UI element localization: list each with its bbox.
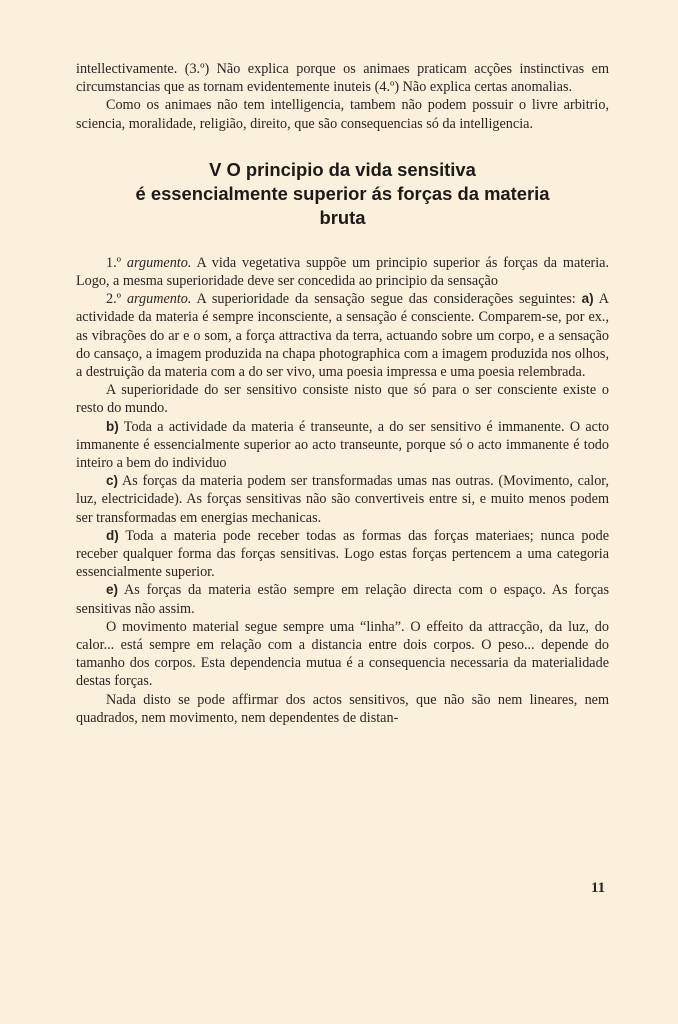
point-d-text: Toda a materia pode receber todas as formas das forças materiaes; nunca pode receber qualquer forma das forças sensitivas. Logo estas forças pertencem a uma categoria essencialmente superior.: [76, 527, 609, 581]
point-c-paragraph: [76, 472, 609, 527]
point-c-marker: c): [106, 473, 119, 489]
intro-paragraph-1: intellectivamente. (3.º) Não explica porque os animaes praticam acções instinctivas em circumstancias que as tornam evidentemente inuteis (4.º) Não explica certas anomalias.: [76, 61, 609, 96]
argument-2-number: 2.º: [106, 291, 122, 308]
movement-paragraph: O movimento material segue sempre uma “linha”. O effeito da attracção, da luz, do calor... está sempre em relação com a distancia entre dois corpos. O peso... depende do tamanho dos corpos. Esta dependencia mutua é a consequencia necessaria da materialidade destas forças.: [76, 618, 609, 690]
point-e-text: As forças da materia estão sempre em relação directa com o espaço. As forças sensitivas não assim.: [76, 582, 609, 617]
point-a-text: A actividade da materia é sempre inconsciente, a sensação é consciente. Comparem-se, por ex., as vibrações do ar e o som, a força attractiva da terra, actuando sobre um corpo, e a sensação do cansaço, a imagem produzida na chapa photographica com a imagem produzida nos olhos, a destruição da materia com a do ser vivo, uma poesia impressa e uma poesia relembrada.: [76, 291, 610, 381]
heading-line-1: V O principio da vida sensitiva: [209, 158, 476, 180]
heading-line-2: é essencialmente superior ás forças da materia: [135, 182, 550, 204]
page-number: 11: [591, 880, 606, 896]
point-d-marker: d): [106, 527, 119, 543]
argument-1-number: 1.º: [106, 254, 122, 271]
argument-1-paragraph: [76, 254, 609, 290]
point-e-marker: e): [106, 582, 119, 598]
point-e-paragraph: [76, 581, 609, 617]
point-b-paragraph: [76, 418, 609, 473]
point-a-marker: a): [581, 291, 594, 307]
argument-2-label: argumento.: [126, 291, 192, 308]
superiority-paragraph: A superioridade do ser sensitivo consiste nisto que só para o ser consciente existe o resto do mundo.: [76, 382, 609, 417]
argument-1-label: argumento.: [126, 254, 192, 271]
page-body: [76, 60, 609, 727]
point-b-marker: b): [106, 418, 119, 434]
point-d-paragraph: [76, 527, 609, 582]
intro-paragraph-2: Como os animaes não tem intelligencia, tambem não podem possuir o livre arbitrio, sciencia, moralidade, religião, direito, que são consequencias só da intelligencia.: [76, 97, 609, 132]
argument-2-text: A superioridade da sensação segue das considerações seguintes:: [191, 291, 582, 308]
point-c-text: As forças da materia podem ser transformadas umas nas outras. (Movimento, calor, luz, electricidade). As forças sensitivas não são convertiveis entre si, e muito menos podem ser transformadas em energias mechanicas.: [76, 473, 609, 526]
section-heading: [76, 158, 609, 230]
point-b-text: Toda a actividade da materia é transeunte, a do ser sensitivo é immanente. O acto immanente é essencialmente superior ao acto transeunte, porque só o acto immanente é todo inteiro a bem do individuo: [76, 418, 609, 472]
sensitive-acts-paragraph: Nada disto se pode affirmar dos actos sensitivos, que não são nem lineares, nem quadrados, nem movimento, nem dependentes de distan-: [76, 691, 609, 726]
heading-line-3: bruta: [319, 206, 366, 228]
argument-2-paragraph: [76, 290, 609, 381]
argument-1-text: A vida vegetativa suppõe um principio superior ás forças da materia. Logo, a mesma superioridade deve ser concedida ao principio da sensação: [76, 254, 609, 290]
